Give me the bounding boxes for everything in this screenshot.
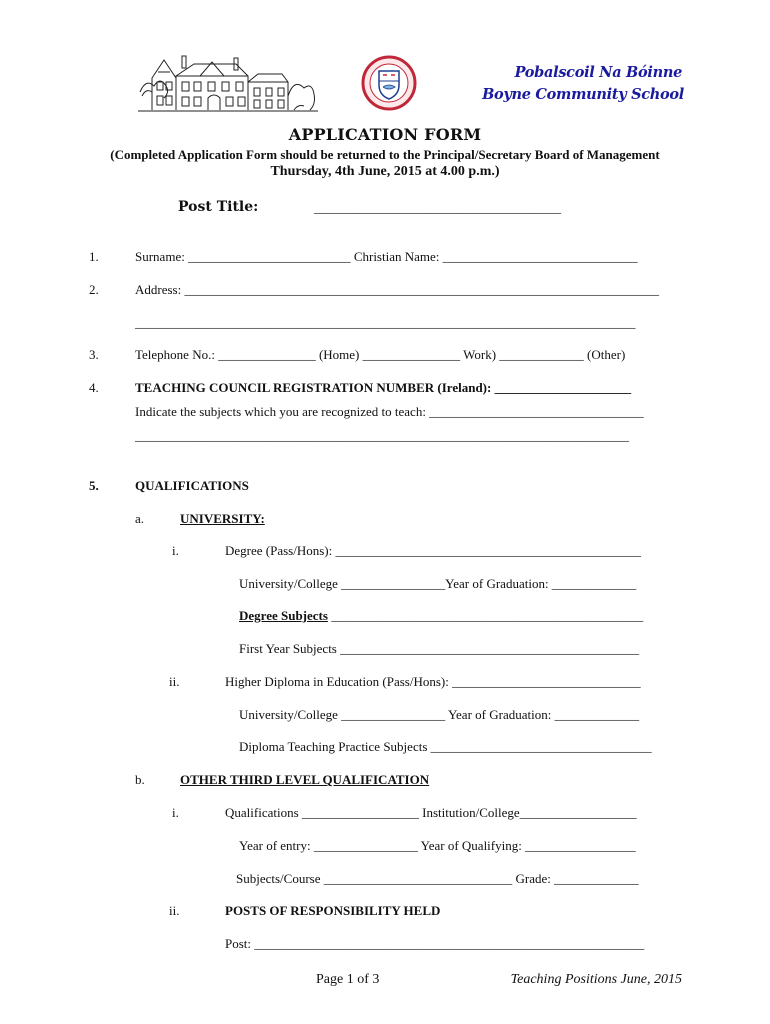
item-number-3: 3. [89,347,99,362]
diploma-teaching-practice-field[interactable]: Diploma Teaching Practice Subjects __________________________________ [239,739,652,754]
university-heading: UNIVERSITY: [180,511,265,526]
qualifications-institution-field[interactable]: Qualifications __________________ Institution/College__________________ [225,805,637,820]
subsection-b-label: b. [135,772,145,787]
roman-i-label: i. [172,543,179,558]
subjects-course-grade-field[interactable]: Subjects/Course _____________________________ Grade: _____________ [236,871,639,886]
item-number-4: 4. [89,380,99,395]
form-title: APPLICATION FORM [288,125,482,144]
post-title-label: Post Title: [178,199,259,215]
address-field[interactable]: Address: _________________________________________________________________________ [135,282,659,297]
degree-field[interactable]: Degree (Pass/Hons): _______________________________________________ [225,543,641,558]
page-number: Page 1 of 3 [316,972,380,987]
form-subtitle-line1: (Completed Application Form should be returned to the Principal/Secretary Board of Management [110,147,660,162]
school-name-irish: Pobalscoil Na Bóinne [514,64,682,81]
address-field-line2[interactable]: _____________________________________________________________________________ [135,315,636,330]
university-college-graduation-field[interactable]: University/College ________________Year of Graduation: _____________ [239,576,637,591]
form-subtitle-line2: Thursday, 4th June, 2015 at 4.00 p.m.) [270,164,500,179]
degree-subjects-line[interactable]: ________________________________________________ [327,608,644,623]
roman-ii-label: ii. [169,674,180,689]
school-name-english: Boyne Community School [482,86,684,103]
university-college-graduation-field-2[interactable]: University/College ________________ Year of Graduation: _____________ [239,707,640,722]
other-third-level-heading: OTHER THIRD LEVEL QUALIFICATION [180,772,430,787]
first-year-subjects-field[interactable]: First Year Subjects ______________________________________________ [239,641,640,656]
posts-of-responsibility-heading: POSTS OF RESPONSIBILITY HELD [225,903,441,918]
year-entry-qualifying-field[interactable]: Year of entry: ________________ Year of Qualifying: _________________ [239,838,636,853]
post-field[interactable]: Post: ____________________________________________________________ [225,936,645,951]
telephone-field[interactable]: Telephone No.: _______________ (Home) _______________ Work) _____________ (Other) [135,347,626,362]
surname-christian-name-field[interactable]: Surname: _________________________ Christian Name: ______________________________ [135,249,638,264]
school-building-illustration [138,52,318,114]
footer-note: Teaching Positions June, 2015 [510,972,682,987]
degree-subjects-label: Degree Subjects [239,608,328,623]
subjects-recognized-line2[interactable]: ____________________________________________________________________________ [135,428,629,443]
post-title-field[interactable]: ______________________________________ [314,200,561,215]
degree-subjects-field[interactable] [239,608,643,624]
subjects-recognized-field[interactable]: Indicate the subjects which you are recognized to teach: _________________________________ [135,404,644,419]
qualifications-heading: QUALIFICATIONS [135,478,249,493]
roman-i-label-2: i. [172,805,179,820]
roman-ii-label-2: ii. [169,903,180,918]
item-number-5: 5. [89,478,99,493]
item-number-1: 1. [89,249,99,264]
teaching-council-registration-field[interactable]: TEACHING COUNCIL REGISTRATION NUMBER (Ireland): _____________________ [135,380,632,395]
school-crest-logo [361,55,417,111]
item-number-2: 2. [89,282,99,297]
subsection-a-label: a. [135,511,145,526]
higher-diploma-field[interactable]: Higher Diploma in Education (Pass/Hons): _____________________________ [225,674,641,689]
